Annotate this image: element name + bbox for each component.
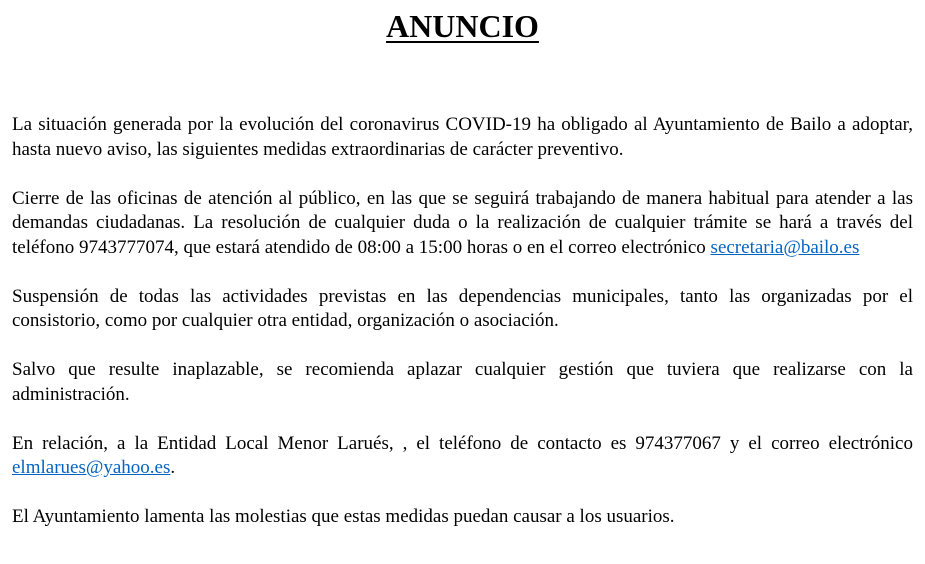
closing-paragraph: El Ayuntamiento lamenta las molestias que estas medidas puedan causar a los usuarios. (12, 506, 675, 527)
office-closure-paragraph (12, 187, 913, 261)
page-title: ANUNCIO (386, 8, 539, 44)
larues-contact-end: . (170, 457, 176, 478)
larues-contact-text: En relación, a la Entidad Local Menor Larués, , el teléfono de contacto es 974377067 y el correo electrónico (12, 432, 913, 454)
larues-email-link[interactable]: elmlarues@yahoo.es (12, 457, 171, 478)
secretaria-email-link[interactable]: secretaria@bailo.es (710, 236, 860, 258)
intro-paragraph: La situación generada por la evolución del coronavirus COVID-19 ha obligado al Ayuntamiento de Bailo a adoptar, hasta nuevo aviso, las siguientes medidas extraordinarias de carácter preventivo. (12, 114, 913, 160)
announcement-body (12, 113, 913, 530)
activities-suspension-paragraph: Suspensión de todas las actividades previstas en las dependencias municipales, tanto las organizadas por el consistorio, como por cualquier otra entidad, organización o asociación. (12, 285, 913, 331)
larues-contact-paragraph (12, 432, 913, 481)
office-closure-text: Cierre de las oficinas de atención al público, en las que se seguirá trabajando de manera habitual para atender a las demandas ciudadanas. La resolución de cualquier duda o la realización de cualquier trámite se hará a través del teléfono 9743777074, que estará atendido de 08:00 a 15:00 horas o en el correo electrónico (12, 187, 913, 258)
postpone-paperwork-paragraph: Salvo que resulte inaplazable, se recomienda aplazar cualquier gestión que tuviera que realizarse con la administración. (12, 359, 913, 405)
